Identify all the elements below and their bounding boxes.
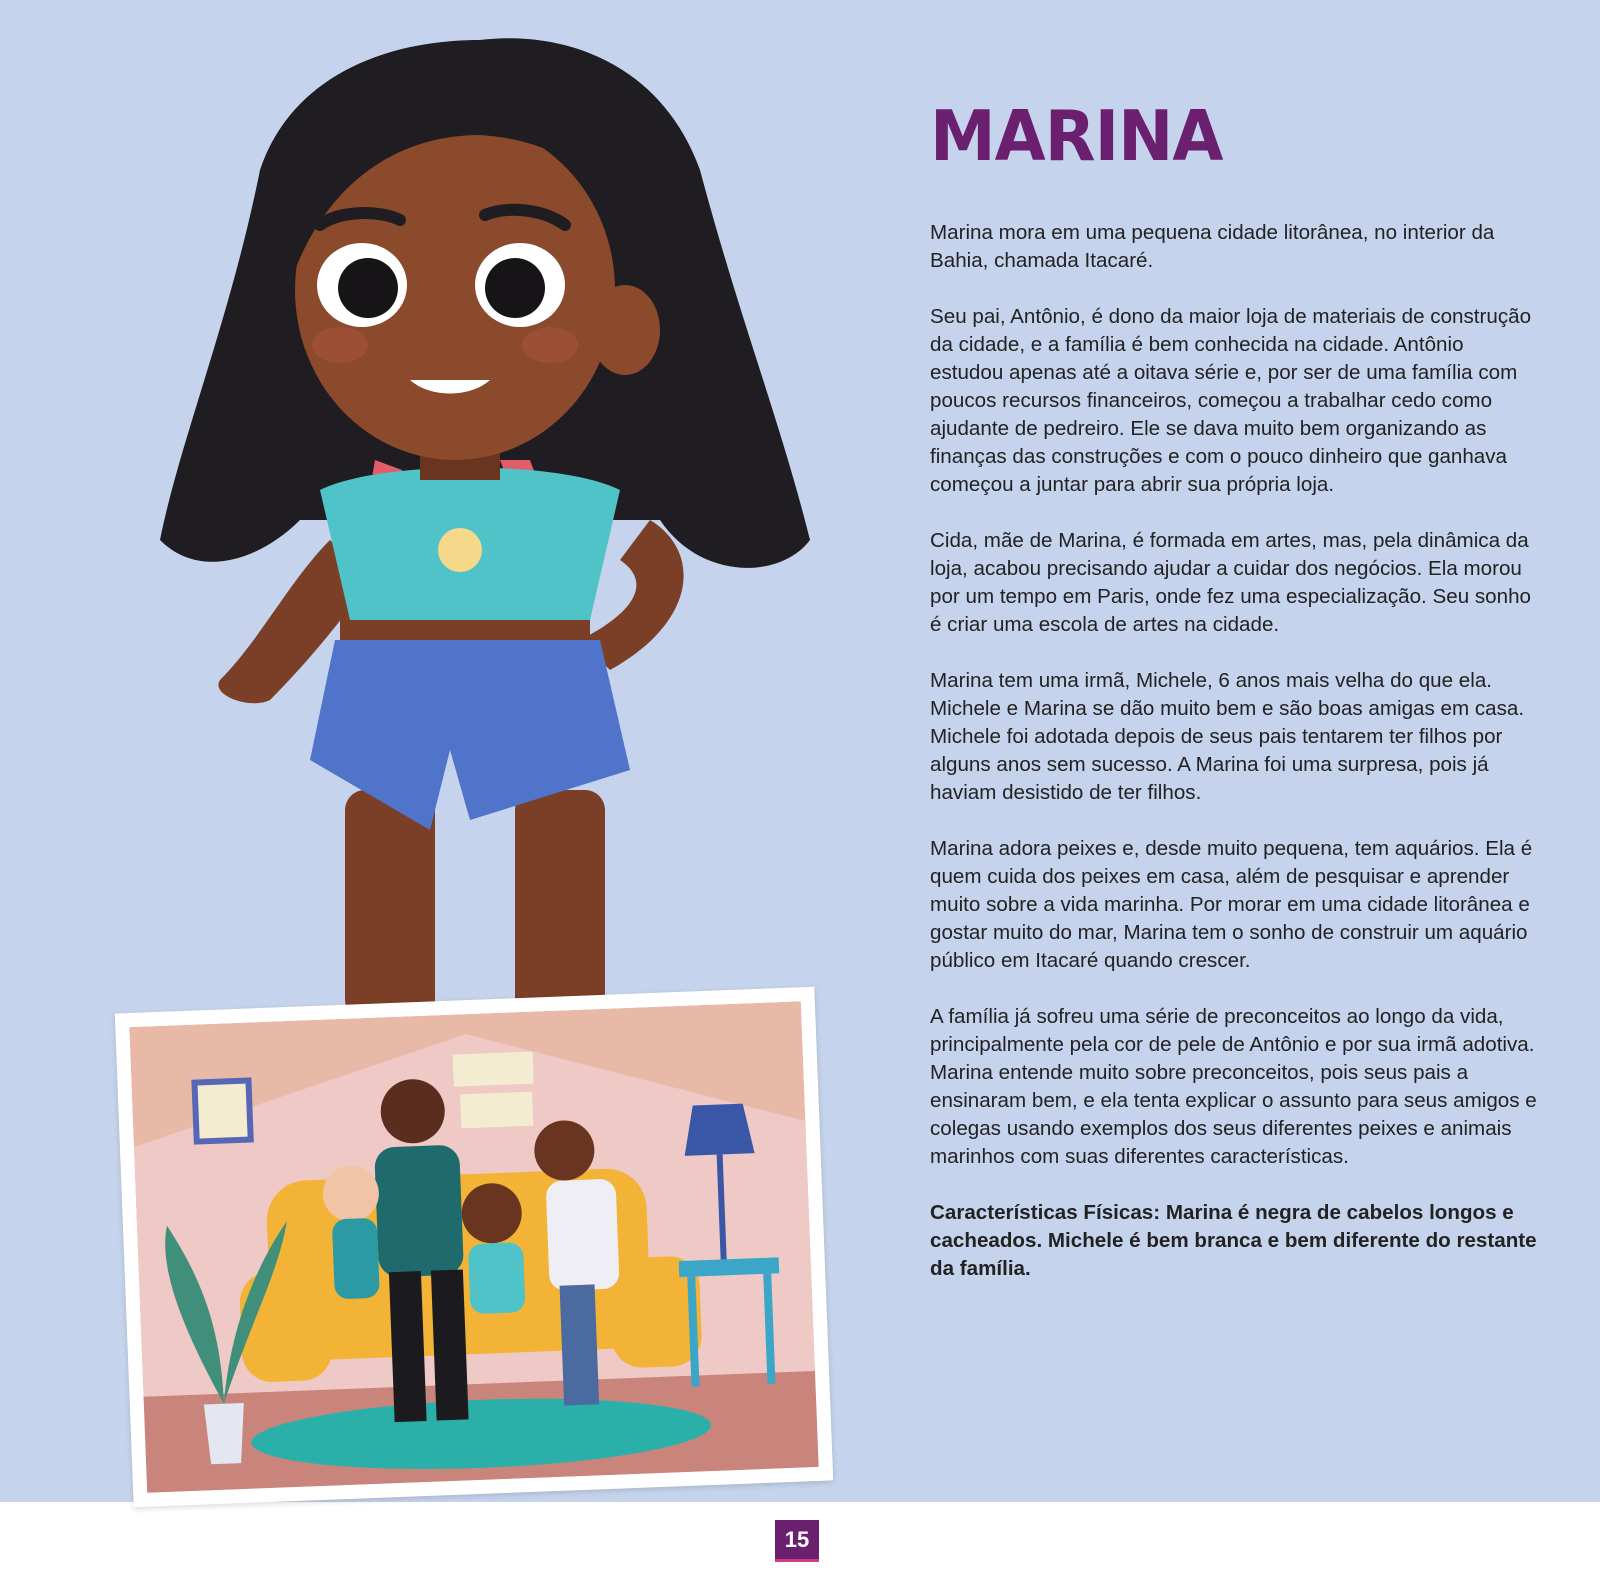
- marina-character-illustration: [140, 20, 840, 1020]
- family-photo-frame: [115, 987, 833, 1508]
- character-description: [930, 219, 1540, 1283]
- paragraph-fish: Marina adora peixes e, desde muito pequena, tem aquários. Ela é quem cuida dos peixes em casa, além de pesquisar e aprender muito sobre a vida marinha. Por morar em uma cidade litorânea e gostar muito do mar, Marina tem o sonho de construir um aquário público em Itacaré quando crescer.: [930, 837, 1533, 972]
- paragraph-physical-traits: [930, 1199, 1540, 1283]
- paragraph-sister: Marina tem uma irmã, Michele, 6 anos mais velha do que ela. Michele e Marina se dão muito bem e são boas amigas em casa. Michele foi adotada depois de seus pais tentarem ter filhos por alguns anos sem sucesso. A Marina foi uma surpresa, pois já haviam desistido de ter filhos.: [930, 669, 1525, 804]
- page-title: MARINA: [930, 96, 1223, 177]
- physical-traits-text: Marina é negra de cabelos longos e cacheados. Michele é bem branca e bem diferente do restante da família.: [930, 1201, 1537, 1280]
- paragraph-prejudice: A família já sofreu uma série de preconceitos ao longo da vida, principalmente pela cor de pele de Antônio e por sua irmã adotiva. Marina entende muito sobre preconceitos, pois seus pais a ensinaram bem, e ela tenta explicar o assunto para seus amigos e colegas usando exemplos dos seus diferentes peixes e animais marinhos com suas diferentes características.: [930, 1005, 1537, 1168]
- paragraph-mother: Cida, mãe de Marina, é formada em artes, mas, pela dinâmica da loja, acabou precisando ajudar a cuidar dos negócios. Ela morou por um tempo em Paris, onde fez uma especialização. Seu sonho é criar uma escola de artes na cidade.: [930, 529, 1531, 636]
- paragraph-location: Marina mora em uma pequena cidade litorânea, no interior da Bahia, chamada Itacaré.: [930, 221, 1495, 272]
- paragraph-father: Seu pai, Antônio, é dono da maior loja de materiais de construção da cidade, e a família é bem conhecida na cidade. Antônio estudou apenas até a oitava série e, por ser de uma família com poucos recursos financeiros, começou a trabalhar cedo como ajudante de pedreiro. Ele se dava muito bem organizando as finanças das construções e com o pouco dinheiro que ganhava começou a juntar para abrir sua própria loja.: [930, 305, 1532, 496]
- page-number-badge: 15: [775, 1520, 819, 1562]
- physical-traits-label: Características Físicas:: [930, 1201, 1161, 1224]
- family-on-sofa-illustration: [129, 1001, 818, 1492]
